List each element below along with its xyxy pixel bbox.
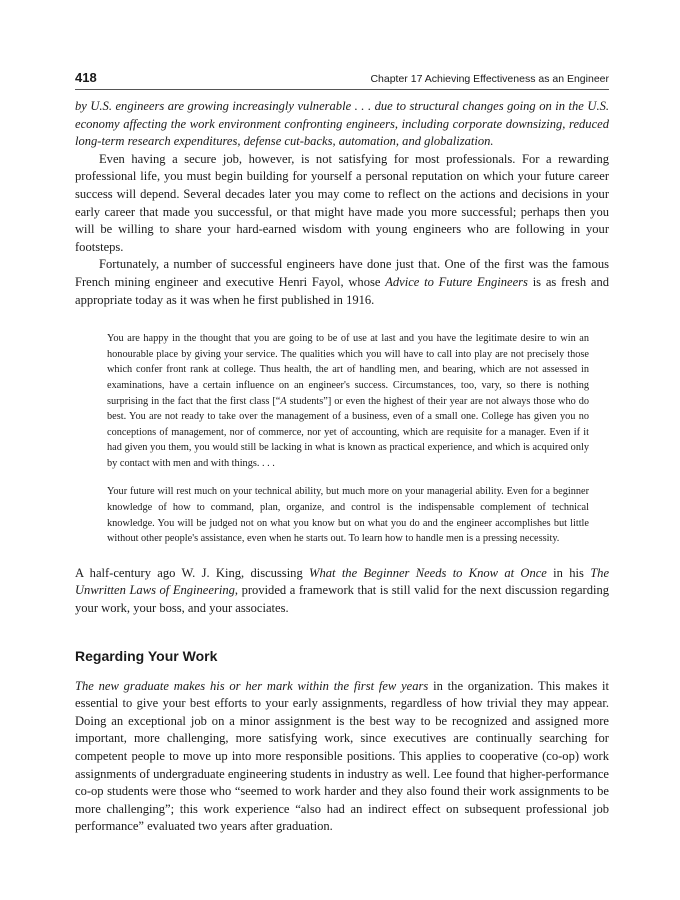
book-title-fayol: Advice to Future Engineers <box>385 274 528 289</box>
italic-continuation: by U.S. engineers are growing increasingly vulnerable . . . due to structural changes going on in the U.S. economy affecting the work environment confronting engineers, including corporate downsizing, reduced long-term research expenditures, defense cut-backs, automation, and globalization. <box>75 99 609 149</box>
book-page <box>75 70 609 836</box>
italic-lead: The new graduate makes his or her mark within the first few years <box>75 678 429 693</box>
paragraph-king: A half-century ago W. J. King, discussing What the Beginner Needs to Know at Once in his The Unwritten Laws of Engineering, provided a framework that is still valid for the next discussion regarding your work, your boss, and your associates. <box>75 565 610 616</box>
book-title-king: The Unwritten Laws of Engineering <box>75 565 610 598</box>
paragraph-fayol: Fortunately, a number of successful engineers have done just that. One of the first was the famous French mining engineer and executive Henri Fayol, whose Advice to Future Engineers is as fresh and appropriate today as it was when he first published in 1916. <box>75 257 609 307</box>
paragraph-continued <box>75 98 609 151</box>
section-body: The new graduate makes his or her mark within the first few years in the organization. This makes it essential to give your best efforts to your early assignments, regardless of how trivial they may appear. Doing an exceptional job on a minor assignment is the best way to be recognized and assigned more important, more challenging, more satisfying work, since executives are continually searching for competent people to move up into more responsible positions. This applies to cooperative (co-op) work assignments of undergraduate engineering students in industry as well. Lee found that higher-performance co-op students were those who “seemed to work harder and they also found their work assignments to be more challenging”; this work experience “also had an indirect effect on subsequent professional job performance” evaluated two years after graduation. <box>75 678 609 834</box>
chapter-title: Chapter 17 Achieving Effectiveness as an Engineer <box>370 73 609 85</box>
running-header <box>75 70 609 90</box>
quote-paragraph-2: Your future will rest much on your technical ability, but much more on your managerial ability. Even for a beginner knowledge of how to command, plan, organize, and control is the indispensable complement of technical knowledge. You will be judged not on what you know but on what you do and the engineer accomplishes but little without other people's assistance, even when he starts out. To learn how to handle men is a pressing necessity. <box>107 486 589 545</box>
article-title-king: What the Beginner Needs to Know at Once <box>309 565 547 580</box>
body-text <box>75 98 609 309</box>
page-number: 418 <box>75 70 97 85</box>
paragraph: Even having a secure job, however, is not satisfying for most professionals. For a rewarding professional life, you must begin building for yourself a personal reputation on which your future career success will depend. Several decades later you may come to reflect on the actions and decisions in your early career that made you successful, or that might have made you more successful; perhaps then you will be willing to share your hard-earned wisdom with young engineers who are following in your footsteps. <box>75 151 609 254</box>
block-quote <box>107 331 589 547</box>
quote-paragraph-1: You are happy in the thought that you are going to be of use at last and you have the legitimate desire to win an honourable place by giving your service. The qualities which you will have to call into play are not precisely those which confer front rank at college. Thus health, the art of handling men, and bearing, which are not assessed in examinations, have a certain influence on an engineer's success. Circumstances, too, vary, so there is nothing surprising in the fact that the first class [“A students”] or even the highest of their year are not always those who do best. You are not ready to take over the management of a business, even of a small one. College has given you no conceptions of management, nor of commerce, nor yet of accounting, which are requisite for a manager. Even if it had given you them, you would still be lacking in what is known as practical experience, and which is acquired only by contact with men and with things. . . . <box>107 333 589 469</box>
section-heading: Regarding Your Work <box>75 647 218 664</box>
